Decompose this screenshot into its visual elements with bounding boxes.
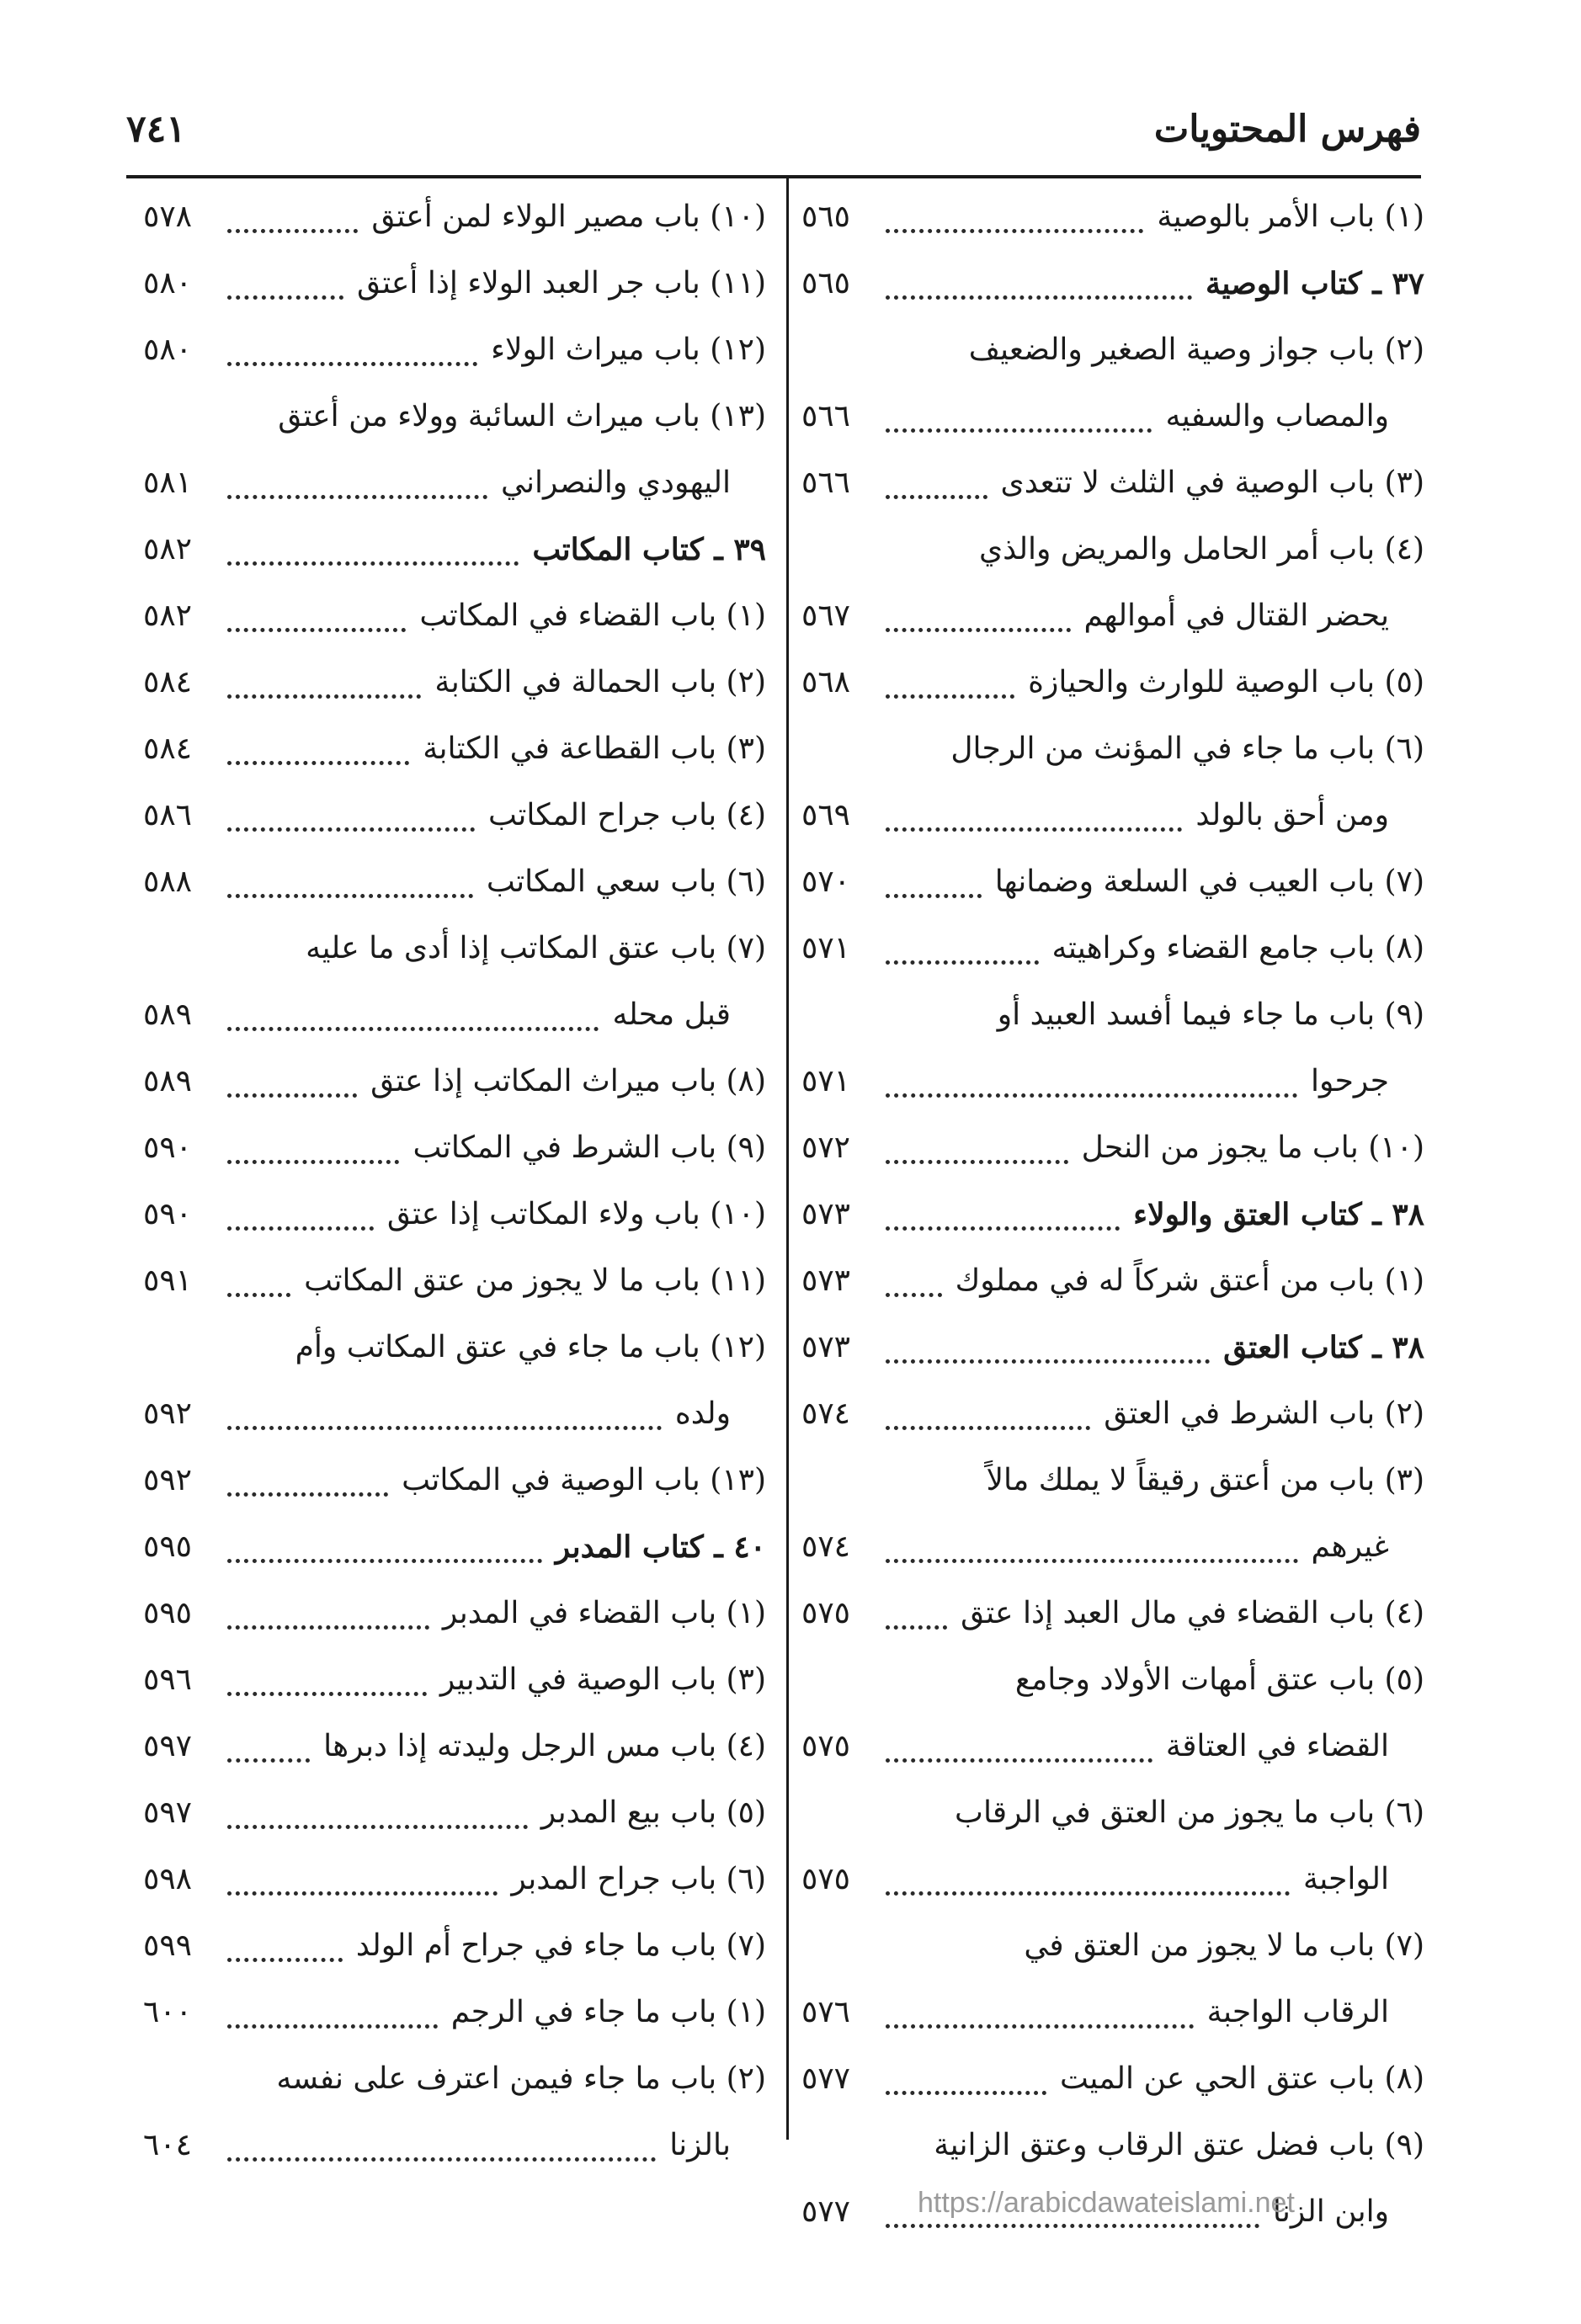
toc-entry-page: ٥٧٤ (801, 1529, 851, 1564)
toc-entry (143, 854, 766, 920)
toc-entry-page: ٥٩٧ (143, 1729, 193, 1763)
toc-entry (801, 521, 1424, 654)
toc-entry-page: ٥٨٨ (143, 864, 193, 899)
toc-entry-page: ٥٧٥ (801, 1729, 851, 1763)
toc-entry-title: (٦) باب جراح المدبر (511, 1862, 766, 1896)
toc-book-heading (801, 1186, 1424, 1252)
toc-entry (143, 1119, 766, 1186)
toc-entry-page: ٥٨٤ (143, 731, 193, 766)
toc-entry-title: (٦) باب ما جاء في المؤنث من الرجال (950, 731, 1424, 766)
toc-entry-title-continued: اليهودي والنصراني (500, 465, 731, 500)
toc-entry-title: (٣) باب الوصية في الثلث لا تتعدى (1000, 465, 1424, 500)
dot-leader (227, 359, 477, 366)
dot-leader (227, 824, 475, 832)
dot-leader (886, 2021, 1194, 2029)
toc-entry-page: ٥٧٧ (801, 2061, 851, 2096)
toc-entry (143, 1984, 766, 2050)
toc-entry-title: (٢) باب الحمالة في الكتابة (434, 665, 766, 699)
toc-entry-title: (٧) باب العيب في السلعة وضمانها (994, 864, 1424, 899)
toc-entry-title: (١) باب الأمر بالوصية (1157, 199, 1424, 234)
toc-entry (801, 1917, 1424, 2050)
toc-entry (143, 1186, 766, 1252)
toc-entry (143, 189, 766, 255)
toc-entry-page: ٥٧٧ (801, 2194, 851, 2229)
dot-leader (886, 1157, 1068, 1164)
toc-entry-title: (٤) باب جراح المكاتب (487, 798, 766, 832)
toc-entry-page: ٥٧٠ (801, 864, 851, 899)
toc-entry-page: ٥٦٦ (801, 465, 851, 500)
toc-entry-title-continued: ومن أحق بالولد (1195, 798, 1389, 832)
toc-entry (801, 1385, 1424, 1452)
dot-leader (886, 691, 1014, 699)
dot-leader (886, 292, 1192, 300)
toc-entry-page: ٥٧٢ (801, 1130, 851, 1165)
dot-leader (227, 1954, 343, 1962)
toc-entry (801, 455, 1424, 521)
toc-entry (143, 1319, 766, 1452)
dot-leader (886, 2220, 1259, 2228)
toc-entry (801, 654, 1424, 721)
toc-entry-title: ٣٧ ـ كتاب الوصية (1206, 266, 1424, 301)
toc-entry (801, 1585, 1424, 1651)
dot-leader (227, 226, 358, 233)
toc-column-left (143, 189, 766, 2183)
toc-entry-title-continued: القضاء في العتاقة (1165, 1729, 1389, 1763)
toc-entry-title: (٧) باب ما جاء في جراح أم الولد (355, 1928, 766, 1963)
dot-leader (886, 1290, 942, 1297)
dot-leader (227, 1821, 528, 1829)
toc-entry-title-continued: جرحوا (1311, 1064, 1389, 1098)
toc-entry-title: (١١) باب ما لا يجوز من عتق المكاتب (304, 1263, 766, 1298)
toc-entry-page: ٥٩٠ (143, 1130, 193, 1165)
toc-entry-page: ٥٨٩ (143, 1064, 193, 1098)
dot-leader (227, 1755, 310, 1763)
toc-entry (801, 1452, 1424, 1585)
dot-leader (227, 1888, 498, 1896)
toc-entry (143, 388, 766, 521)
toc-entry-title: (٨) باب عتق الحي عن الميت (1060, 2061, 1424, 2096)
toc-entry-title: ٣٨ ـ كتاب العتق (1223, 1330, 1424, 1365)
toc-entry-title-continued: والمصاب والسفيه (1165, 399, 1389, 433)
toc-entry (801, 987, 1424, 1119)
toc-entry-title: (٣) باب من أعتق رقيقاً لا يملك مالاً (986, 1463, 1424, 1497)
toc-entry (143, 1252, 766, 1319)
dot-leader (227, 2021, 438, 2029)
toc-entry (143, 787, 766, 854)
toc-entry-title: (٥) باب الوصية للوارث والحيازة (1028, 665, 1424, 699)
toc-entry-title-continued: ولده (674, 1396, 731, 1431)
toc-entry-page: ٥٦٩ (801, 798, 851, 832)
toc-entry (143, 654, 766, 721)
dot-leader (227, 1622, 429, 1630)
toc-entry-title: (١٠) باب مصير الولاء لمن أعتق (371, 199, 766, 234)
toc-entry (801, 1252, 1424, 1319)
dot-leader (886, 1090, 1297, 1098)
toc-entry-page: ٥٦٧ (801, 598, 851, 633)
toc-column-right (801, 189, 1424, 2250)
toc-entry-page: ٥٨٤ (143, 665, 193, 699)
toc-entry-title: (١٢) باب ميراث الولاء (491, 332, 766, 367)
toc-entry (143, 1452, 766, 1518)
toc-entry-page: ٥٧٥ (801, 1596, 851, 1630)
dot-leader (886, 891, 982, 898)
toc-entry-title-continued: الرقاب الواجبة (1206, 1995, 1389, 2029)
toc-entry-title: (١) باب القضاء في المدبر (442, 1596, 766, 1630)
toc-entry-title: (٤) باب مس الرجل وليدته إذا دبرها (323, 1729, 766, 1763)
toc-entry-title: (١) باب من أعتق شركاً له في مملوك (955, 1263, 1424, 1298)
dot-leader (886, 1423, 1090, 1430)
toc-entry-page: ٥٩٦ (143, 1662, 193, 1697)
dot-leader (227, 691, 421, 699)
toc-entry-title: ٣٨ ـ كتاب العتق والولاء (1133, 1197, 1424, 1232)
toc-entry-title: (١٢) باب ما جاء في عتق المكاتب وأم (295, 1330, 766, 1364)
toc-entry-title: ٤٠ ـ كتاب المدبر (555, 1529, 766, 1565)
toc-entry-title: (٢) باب جواز وصية الصغير والضعيف (968, 332, 1424, 367)
toc-entry-page: ٥٧٣ (801, 1197, 851, 1231)
toc-entry-title: (٩) باب ما جاء فيما أفسد العبيد أو (997, 997, 1424, 1032)
toc-entry-title: (٧) باب ما لا يجوز من العتق في (1024, 1928, 1424, 1963)
toc-entry (143, 255, 766, 322)
watermark-url: https://arabicdawateislami.net (918, 2187, 1295, 2219)
toc-entry-title: (٢) باب الشرط في العتق (1104, 1396, 1424, 1431)
toc-entry (143, 1718, 766, 1784)
toc-entry-page: ٥٩٩ (143, 1928, 193, 1963)
toc-entry-title: (١) باب القضاء في المكاتب (419, 598, 766, 633)
toc-entry (143, 1053, 766, 1119)
toc-entry (143, 322, 766, 388)
toc-entry (143, 1651, 766, 1718)
dot-leader (227, 1556, 542, 1563)
dot-leader (227, 1423, 662, 1430)
toc-entry-page: ٥٦٥ (801, 199, 851, 234)
toc-entry-title: (٦) باب سعي المكاتب (486, 864, 766, 899)
dot-leader (886, 1223, 1120, 1231)
dot-leader (886, 492, 987, 499)
dot-leader (886, 824, 1182, 832)
page-number: ٧٤١ (126, 108, 186, 151)
page-header (126, 99, 1421, 178)
toc-entry-page: ٥٦٦ (801, 399, 851, 433)
toc-entry (801, 854, 1424, 920)
toc-entry-page: ٥٧٦ (801, 1995, 851, 2029)
toc-entry (143, 1917, 766, 1984)
toc-entry-page: ٦٠٠ (143, 1995, 193, 2029)
toc-entry (801, 1651, 1424, 1784)
toc-entry-title: (٣) باب القطاعة في الكتابة (423, 731, 766, 766)
toc-entry-page: ٥٧٤ (801, 1396, 851, 1431)
dot-leader (886, 957, 1039, 965)
toc-entry-page: ٥٨٩ (143, 997, 193, 1032)
toc-entry-title: (١٣) باب ميراث السائبة وولاء من أعتق (278, 399, 766, 433)
toc-entry-title: (٢) باب ما جاء فيمن اعترف على نفسه (276, 2061, 766, 2096)
toc-entry-page: ٥٩٢ (143, 1463, 193, 1497)
toc-entry (143, 588, 766, 654)
toc-entry (801, 2117, 1424, 2250)
dot-leader (886, 1356, 1210, 1364)
toc-entry-page: ٥٧١ (801, 931, 851, 965)
toc-entry (801, 1784, 1424, 1917)
dot-leader (227, 1157, 399, 1164)
dot-leader (227, 1024, 599, 1031)
toc-entry-title: (٧) باب عتق المكاتب إذا أدى ما عليه (306, 931, 766, 965)
toc-entry (801, 721, 1424, 854)
dot-leader (886, 1556, 1298, 1563)
toc-entry-title: (٨) باب جامع القضاء وكراهيته (1051, 931, 1424, 965)
toc-entry-page: ٥٨٠ (143, 332, 193, 367)
toc-book-heading (801, 1319, 1424, 1385)
toc-entry-title: (١٠) باب ولاء المكاتب إذا عتق (386, 1197, 766, 1231)
toc-entry-title: ٣٩ ـ كتاب المكاتب (532, 532, 766, 567)
dot-leader (886, 1888, 1290, 1896)
toc-entry-title: (٥) باب عتق أمهات الأولاد وجامع (1014, 1662, 1424, 1697)
dot-leader (886, 1622, 947, 1630)
toc-entry-page: ٦٠٤ (143, 2128, 193, 2162)
toc-entry-title: (٨) باب ميراث المكاتب إذا عتق (370, 1064, 766, 1098)
toc-entry (801, 1119, 1424, 1186)
toc-entry-page: ٥٩٨ (143, 1862, 193, 1896)
dot-leader (227, 1290, 290, 1297)
toc-entry (143, 1784, 766, 1851)
toc-entry-title: (١٣) باب الوصية في المكاتب (402, 1463, 766, 1497)
toc-entry-title: (١) باب ما جاء في الرجم (450, 1995, 766, 2029)
page-title: فهرس المحتويات (1153, 108, 1421, 151)
toc-book-heading (143, 521, 766, 588)
dot-leader (227, 1489, 388, 1497)
dot-leader (227, 625, 406, 632)
toc-entry-page: ٥٨١ (143, 465, 193, 500)
dot-leader (227, 558, 519, 566)
dot-leader (886, 425, 1152, 433)
dot-leader (227, 891, 473, 898)
toc-entry (143, 1585, 766, 1651)
toc-entry-title: (٣) باب الوصية في التدبير (439, 1662, 766, 1697)
toc-entry-page: ٥٧٥ (801, 1862, 851, 1896)
toc-entry-page: ٥٨٢ (143, 532, 193, 566)
toc-entry-page: ٥٩٠ (143, 1197, 193, 1231)
toc-entry-page: ٥٩٥ (143, 1596, 193, 1630)
toc-entry-title-continued: قبل محله (612, 997, 731, 1032)
toc-entry-page: ٥٧٣ (801, 1330, 851, 1364)
toc-entry (143, 1851, 766, 1917)
toc-entry-title-continued: يحضر القتال في أموالهم (1083, 598, 1389, 633)
toc-entry-page: ٥٩٧ (143, 1795, 193, 1830)
toc-entry-page: ٥٧٨ (143, 199, 193, 234)
toc-entry-page: ٥٨٢ (143, 598, 193, 633)
toc-entry-title: (٩) باب الشرط في المكاتب (413, 1130, 766, 1165)
dot-leader (227, 492, 487, 499)
dot-leader (886, 625, 1071, 632)
toc-entry-page: ٥٨٦ (143, 798, 193, 832)
toc-entry-page: ٥٩٥ (143, 1529, 193, 1564)
dot-leader (886, 2087, 1046, 2095)
toc-entry-title-continued: غيرهم (1311, 1529, 1389, 1564)
toc-entry (801, 920, 1424, 987)
toc-book-heading (143, 1518, 766, 1585)
toc-entry-page: ٥٩٢ (143, 1396, 193, 1431)
toc-entry (801, 189, 1424, 255)
toc-entry-title-continued: الواجبة (1303, 1862, 1389, 1896)
toc-entry-title: (٥) باب بيع المدبر (540, 1795, 766, 1830)
toc-entry-page: ٥٦٨ (801, 665, 851, 699)
toc-book-heading (801, 255, 1424, 322)
dot-leader (227, 758, 409, 765)
toc-entry-title-continued: وابن الزنا (1272, 2194, 1389, 2229)
toc-entry-page: ٥٧٣ (801, 1263, 851, 1298)
toc-entry-page: ٥٨٠ (143, 266, 193, 300)
toc-entry-title: (١١) باب جر العبد الولاء إذا أعتق (357, 266, 766, 300)
toc-entry-page: ٥٦٥ (801, 266, 851, 300)
dot-leader (886, 226, 1143, 233)
toc-entry (801, 322, 1424, 455)
toc-entry (143, 2050, 766, 2183)
dot-leader (886, 1755, 1152, 1763)
toc-entry (801, 2050, 1424, 2117)
dot-leader (227, 1090, 357, 1098)
toc-entry-title: (٤) باب أمر الحامل والمريض والذي (979, 532, 1424, 566)
dot-leader (227, 292, 343, 300)
dot-leader (227, 1688, 427, 1696)
toc-entry (143, 721, 766, 787)
dot-leader (227, 2154, 656, 2162)
toc-entry-title: (٤) باب القضاء في مال العبد إذا عتق (961, 1596, 1424, 1630)
toc-entry-title-continued: بالزنا (669, 2128, 731, 2162)
toc-entry (143, 920, 766, 1053)
toc-entry-page: ٥٧١ (801, 1064, 851, 1098)
toc-entry-title: (٦) باب ما يجوز من العتق في الرقاب (955, 1795, 1424, 1830)
toc-entry-page: ٥٩١ (143, 1263, 193, 1298)
dot-leader (227, 1223, 374, 1231)
toc-entry-title: (١٠) باب ما يجوز من النحل (1081, 1130, 1424, 1165)
toc-entry-title: (٩) باب فضل عتق الرقاب وعتق الزانية (934, 2128, 1424, 2162)
column-divider (786, 178, 789, 2140)
